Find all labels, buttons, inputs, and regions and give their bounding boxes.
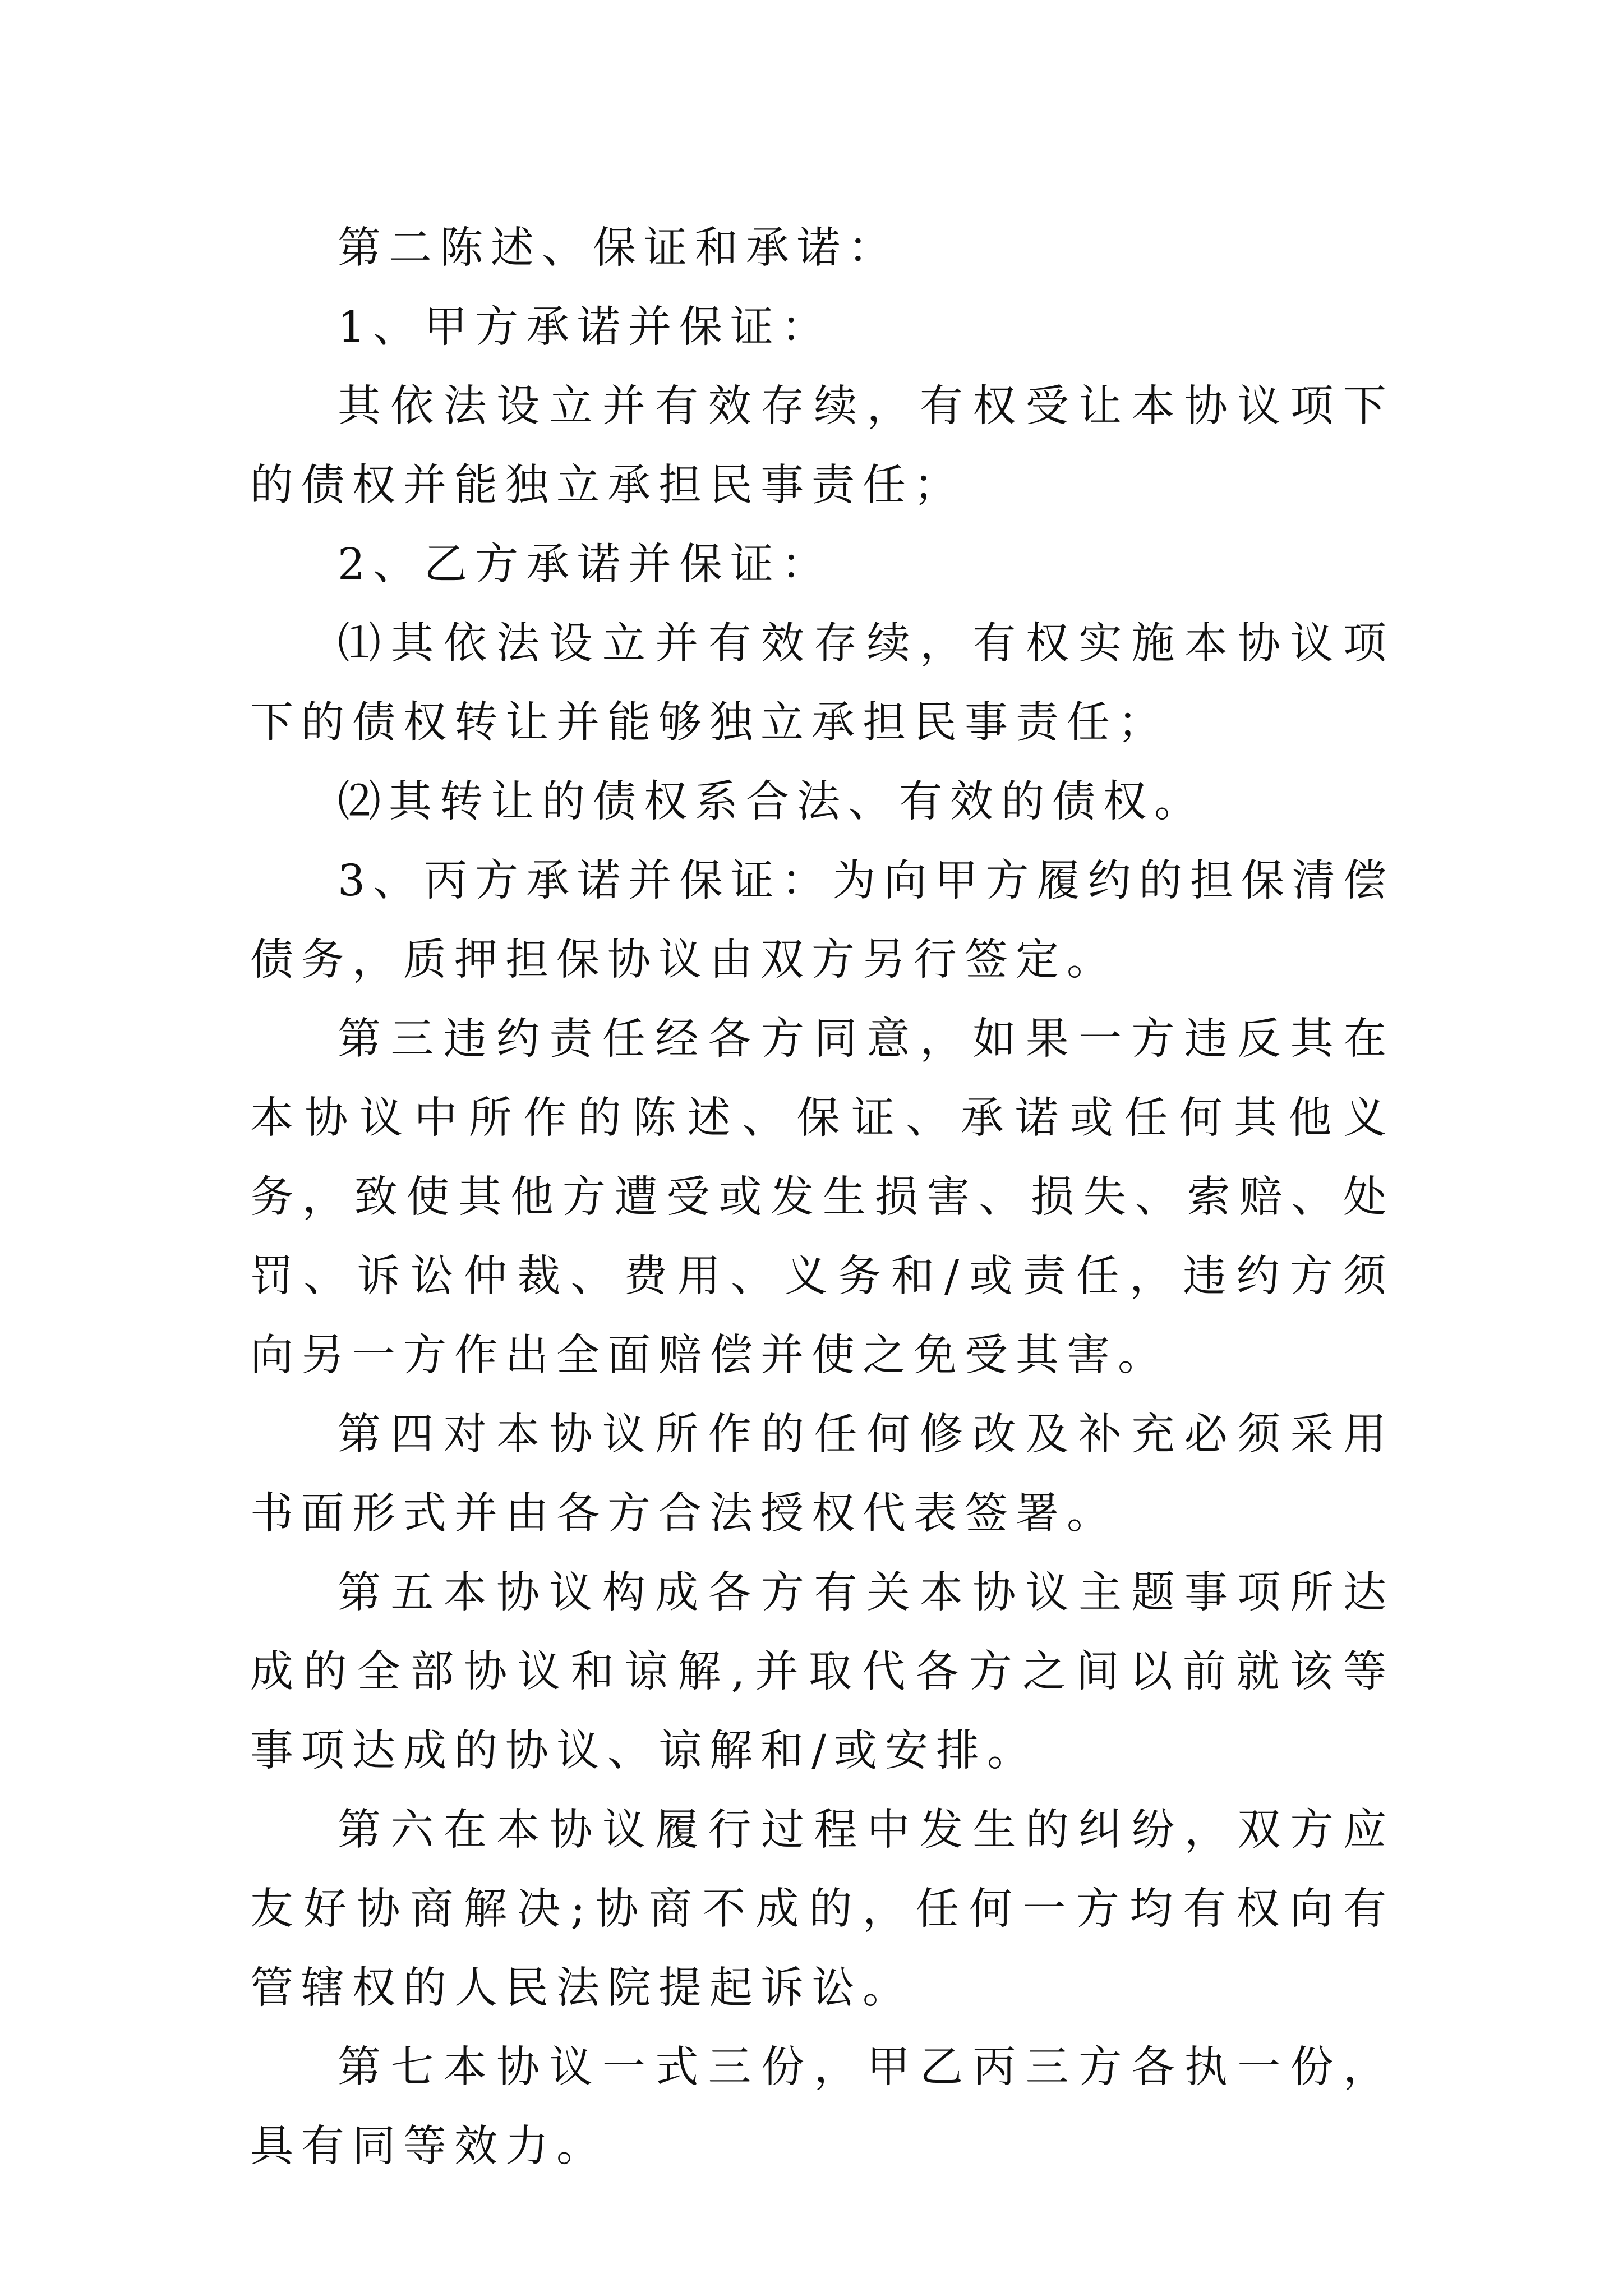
paragraph-section-6-disputes: 第六在本协议履行过程中发生的纠纷，双方应友好协商解决;协商不成的，任何一方均有权向有管辖权的人民法院提起诉讼。 bbox=[250, 1805, 1394, 2013]
paragraph-section-3-liability: 第三违约责任经各方同意，如果一方违反其在本协议中所作的陈述、保证、承诺或任何其他义务，致使其他方遭受或发生损害、损失、索赔、处罚、诉讼仲裁、费用、义务和/或责任，违约方须向另一方作出全面赔偿并使之免受其害。 bbox=[250, 1014, 1394, 1381]
paragraph-party-b-item-1: ⑴其依法设立并有效存续，有权实施本协议项下的债权转让并能够独立承担民事责任； bbox=[250, 619, 1394, 748]
paragraph-section-7-copies: 第七本协议一式三份，甲乙丙三方各执一份，具有同等效力。 bbox=[250, 2042, 1394, 2171]
paragraph-section-4-amendment: 第四对本协议所作的任何修改及补充必须采用书面形式并由各方合法授权代表签署。 bbox=[250, 1410, 1394, 1539]
paragraph-party-a-promise: 其依法设立并有效存续，有权受让本协议项下的债权并能独立承担民事责任； bbox=[250, 381, 1394, 510]
paragraph-party-c-promise: 3、丙方承诺并保证：为向甲方履约的担保清偿债务，质押担保协议由双方另行签定。 bbox=[250, 856, 1394, 985]
paragraph-section-2-heading: 第二陈述、保证和承诺： bbox=[338, 223, 899, 273]
paragraph-party-a-heading: 1、甲方承诺并保证： bbox=[338, 302, 832, 352]
paragraph-section-5-entire-agreement: 第五本协议构成各方有关本协议主题事项所达成的全部协议和谅解,并取代各方之间以前就该等事项达成的协议、谅解和/或安排。 bbox=[250, 1568, 1394, 1776]
paragraph-party-b-item-2: ⑵其转让的债权系合法、有效的债权。 bbox=[338, 777, 1205, 827]
document-body bbox=[250, 209, 1394, 2186]
paragraph-party-b-heading: 2、乙方承诺并保证： bbox=[338, 540, 832, 590]
